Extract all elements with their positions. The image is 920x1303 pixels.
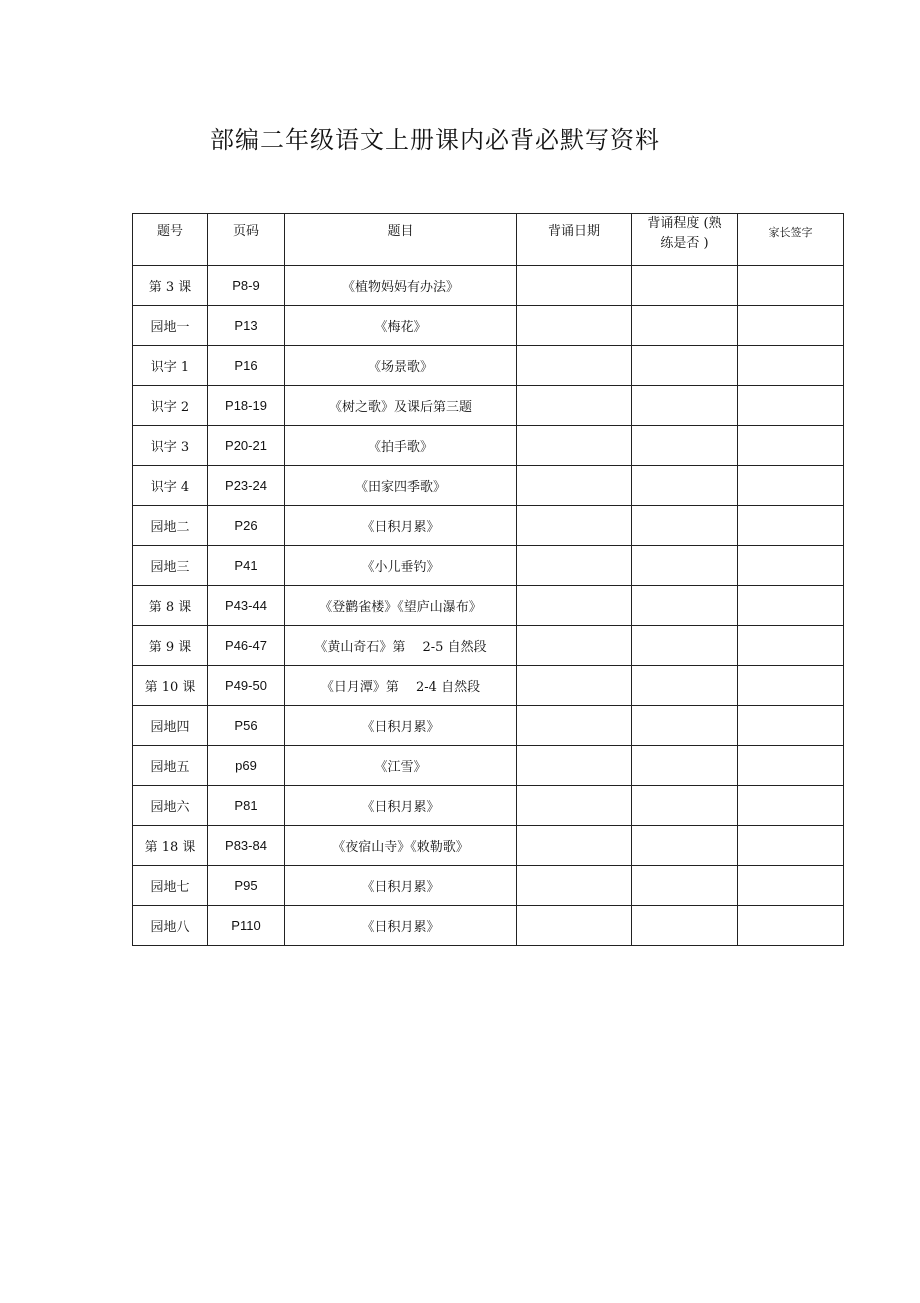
cell-topic: 《日月潭》第 2-4 自然段 — [285, 666, 517, 706]
cell-page: P20-21 — [208, 426, 285, 466]
cell-number: 园地三 — [133, 546, 208, 586]
cell-sign-blank[interactable] — [738, 866, 844, 906]
cell-page: P110 — [208, 906, 285, 946]
cell-sign-blank[interactable] — [738, 706, 844, 746]
cell-topic: 《植物妈妈有办法》 — [285, 266, 517, 306]
cell-page: P95 — [208, 866, 285, 906]
cell-sign-blank[interactable] — [738, 466, 844, 506]
cell-sign-blank[interactable] — [738, 786, 844, 826]
table-body — [133, 266, 844, 946]
cell-degree-blank[interactable] — [632, 506, 738, 546]
cell-topic: 《场景歌》 — [285, 346, 517, 386]
header-degree-line2: 练是否 ) — [660, 236, 709, 251]
cell-sign-blank[interactable] — [738, 426, 844, 466]
cell-number: 识字 1 — [133, 346, 208, 386]
cell-degree-blank[interactable] — [632, 786, 738, 826]
cell-degree-blank[interactable] — [632, 826, 738, 866]
cell-date-blank[interactable] — [517, 466, 632, 506]
cell-date-blank[interactable] — [517, 546, 632, 586]
cell-degree-blank[interactable] — [632, 306, 738, 346]
cell-page: P8-9 — [208, 266, 285, 306]
header-sign: 家长签字 — [738, 214, 844, 266]
cell-number: 第 18 课 — [133, 826, 208, 866]
cell-degree-blank[interactable] — [632, 746, 738, 786]
header-page: 页码 — [208, 214, 285, 266]
cell-topic: 《黄山奇石》第 2-5 自然段 — [285, 626, 517, 666]
table-row — [133, 666, 844, 706]
cell-topic: 《登鹳雀楼》《望庐山瀑布》 — [285, 586, 517, 626]
cell-page: P23-24 — [208, 466, 285, 506]
cell-sign-blank[interactable] — [738, 626, 844, 666]
cell-number: 识字 3 — [133, 426, 208, 466]
cell-sign-blank[interactable] — [738, 266, 844, 306]
header-degree-line1: 背诵程度 (熟 — [647, 216, 722, 231]
cell-degree-blank[interactable] — [632, 906, 738, 946]
cell-number: 识字 2 — [133, 386, 208, 426]
cell-degree-blank[interactable] — [632, 466, 738, 506]
cell-degree-blank[interactable] — [632, 626, 738, 666]
cell-number: 识字 4 — [133, 466, 208, 506]
cell-degree-blank[interactable] — [632, 346, 738, 386]
cell-date-blank[interactable] — [517, 266, 632, 306]
cell-sign-blank[interactable] — [738, 586, 844, 626]
cell-date-blank[interactable] — [517, 506, 632, 546]
cell-date-blank[interactable] — [517, 626, 632, 666]
cell-number: 园地五 — [133, 746, 208, 786]
header-degree — [632, 214, 738, 266]
cell-sign-blank[interactable] — [738, 386, 844, 426]
cell-date-blank[interactable] — [517, 586, 632, 626]
table-row — [133, 266, 844, 306]
cell-degree-blank[interactable] — [632, 866, 738, 906]
cell-topic: 《日积月累》 — [285, 706, 517, 746]
cell-sign-blank[interactable] — [738, 906, 844, 946]
header-number: 题号 — [133, 214, 208, 266]
cell-number: 第 10 课 — [133, 666, 208, 706]
cell-topic: 《树之歌》及课后第三题 — [285, 386, 517, 426]
table-row — [133, 706, 844, 746]
cell-date-blank[interactable] — [517, 786, 632, 826]
recitation-table — [132, 213, 844, 946]
cell-topic: 《田家四季歌》 — [285, 466, 517, 506]
cell-topic: 《拍手歌》 — [285, 426, 517, 466]
cell-page: P49-50 — [208, 666, 285, 706]
table-row — [133, 626, 844, 666]
table-row — [133, 786, 844, 826]
cell-sign-blank[interactable] — [738, 826, 844, 866]
cell-number: 第 9 课 — [133, 626, 208, 666]
cell-topic: 《江雪》 — [285, 746, 517, 786]
table-row — [133, 506, 844, 546]
cell-degree-blank[interactable] — [632, 546, 738, 586]
table-row — [133, 306, 844, 346]
cell-date-blank[interactable] — [517, 426, 632, 466]
cell-number: 园地七 — [133, 866, 208, 906]
cell-degree-blank[interactable] — [632, 386, 738, 426]
cell-date-blank[interactable] — [517, 666, 632, 706]
cell-number: 园地八 — [133, 906, 208, 946]
cell-date-blank[interactable] — [517, 346, 632, 386]
table-header-row — [133, 214, 844, 266]
header-topic: 题目 — [285, 214, 517, 266]
header-date: 背诵日期 — [517, 214, 632, 266]
table-row — [133, 426, 844, 466]
cell-sign-blank[interactable] — [738, 746, 844, 786]
cell-topic: 《日积月累》 — [285, 866, 517, 906]
cell-sign-blank[interactable] — [738, 506, 844, 546]
table-row — [133, 586, 844, 626]
table-row — [133, 906, 844, 946]
cell-date-blank[interactable] — [517, 386, 632, 426]
cell-degree-blank[interactable] — [632, 266, 738, 306]
cell-page: P41 — [208, 546, 285, 586]
cell-page: P13 — [208, 306, 285, 346]
cell-page: P56 — [208, 706, 285, 746]
cell-number: 第 8 课 — [133, 586, 208, 626]
cell-date-blank[interactable] — [517, 826, 632, 866]
cell-degree-blank[interactable] — [632, 586, 738, 626]
cell-date-blank[interactable] — [517, 706, 632, 746]
cell-date-blank[interactable] — [517, 906, 632, 946]
table-row — [133, 826, 844, 866]
cell-number: 园地四 — [133, 706, 208, 746]
table-row — [133, 466, 844, 506]
cell-degree-blank[interactable] — [632, 666, 738, 706]
cell-date-blank[interactable] — [517, 746, 632, 786]
cell-page: P26 — [208, 506, 285, 546]
cell-topic: 《日积月累》 — [285, 786, 517, 826]
cell-page: P81 — [208, 786, 285, 826]
table-row — [133, 866, 844, 906]
cell-sign-blank[interactable] — [738, 346, 844, 386]
cell-topic: 《日积月累》 — [285, 506, 517, 546]
cell-sign-blank[interactable] — [738, 546, 844, 586]
cell-degree-blank[interactable] — [632, 426, 738, 466]
cell-topic: 《梅花》 — [285, 306, 517, 346]
cell-page: p69 — [208, 746, 285, 786]
cell-topic: 《小儿垂钓》 — [285, 546, 517, 586]
cell-page: P16 — [208, 346, 285, 386]
table-row — [133, 346, 844, 386]
cell-page: P83-84 — [208, 826, 285, 866]
cell-sign-blank[interactable] — [738, 666, 844, 706]
cell-page: P18-19 — [208, 386, 285, 426]
cell-date-blank[interactable] — [517, 306, 632, 346]
cell-number: 园地六 — [133, 786, 208, 826]
cell-number: 园地二 — [133, 506, 208, 546]
cell-topic: 《日积月累》 — [285, 906, 517, 946]
cell-date-blank[interactable] — [517, 866, 632, 906]
cell-degree-blank[interactable] — [632, 706, 738, 746]
table-row — [133, 386, 844, 426]
cell-sign-blank[interactable] — [738, 306, 844, 346]
cell-page: P43-44 — [208, 586, 285, 626]
cell-page: P46-47 — [208, 626, 285, 666]
cell-topic: 《夜宿山寺》《敕勒歌》 — [285, 826, 517, 866]
page-title: 部编二年级语文上册课内必背必默写资料 — [210, 126, 660, 154]
cell-number: 园地一 — [133, 306, 208, 346]
table-row — [133, 746, 844, 786]
cell-number: 第 3 课 — [133, 266, 208, 306]
table-row — [133, 546, 844, 586]
